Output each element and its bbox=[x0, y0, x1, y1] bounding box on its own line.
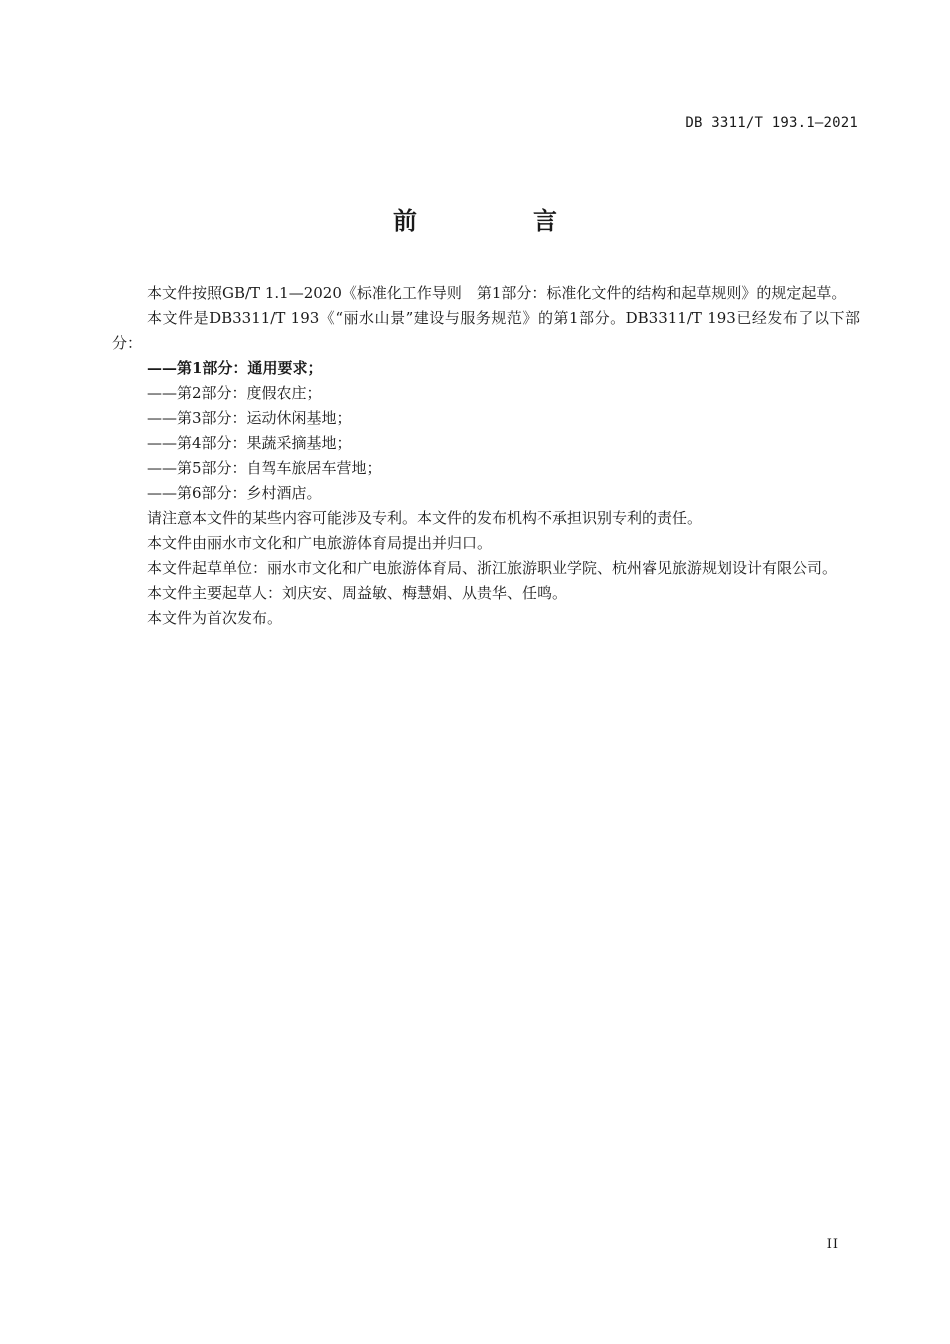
list-item-part-1: ——第1部分：通用要求； bbox=[147, 359, 323, 377]
list-item-part-2: ——第2部分：度假农庄； bbox=[147, 384, 322, 402]
paragraph-patent-notice: 请注意本文件的某些内容可能涉及专利。本文件的发布机构不承担识别专利的责任。 bbox=[147, 509, 703, 527]
paragraph-proposer: 本文件由丽水市文化和广电旅游体育局提出并归口。 bbox=[147, 534, 493, 552]
paragraph-drafters: 本文件主要起草人：刘庆安、周益敏、梅慧娟、从贵华、任鸣。 bbox=[147, 584, 568, 602]
list-item-part-3: ——第3部分：运动休闲基地； bbox=[147, 409, 352, 427]
foreword-body bbox=[112, 281, 860, 631]
page-number: II bbox=[826, 1237, 839, 1252]
list-item-part-6: ——第6部分：乡村酒店。 bbox=[147, 484, 322, 502]
paragraph-series-intro: 本文件是DB3311/T 193《“丽水山景”建设与服务规范》的第1部分。DB3311/T 193已经发布了以下部分： bbox=[112, 309, 860, 352]
paragraph-drafting-units: 本文件起草单位：丽水市文化和广电旅游体育局、浙江旅游职业学院、杭州睿见旅游规划设计有限公司。 bbox=[147, 559, 838, 577]
paragraph-drafting-rule: 本文件按照GB/T 1.1—2020《标准化工作导则 第1部分：标准化文件的结构和起草规则》的规定起草。 bbox=[147, 284, 847, 302]
document-code: DB 3311/T 193.1—2021 bbox=[685, 115, 858, 131]
page-title: 前 言 bbox=[393, 207, 603, 235]
list-item-part-4: ——第4部分：果蔬采摘基地； bbox=[147, 434, 352, 452]
paragraph-first-release: 本文件为首次发布。 bbox=[147, 609, 283, 627]
list-item-part-5: ——第5部分：自驾车旅居车营地； bbox=[147, 459, 382, 477]
